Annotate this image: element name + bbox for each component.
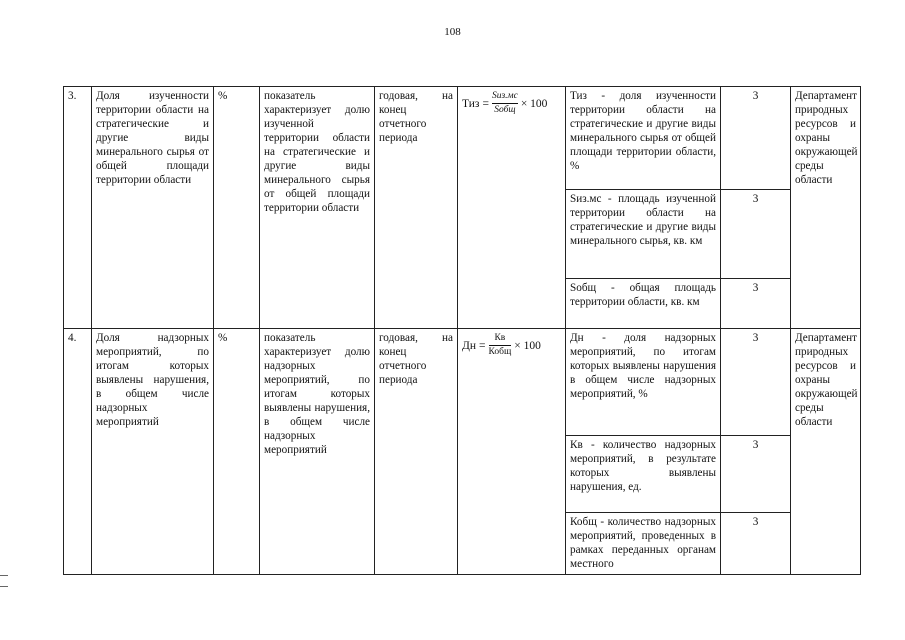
formula-multiplier: × 100	[520, 97, 548, 110]
formula-eq: =	[482, 97, 489, 110]
variable-description: Кв - количество надзорных мероприятий, в результате которых выявлены нарушения, ед.	[566, 436, 721, 513]
method-code: 3	[721, 436, 791, 513]
responsible-department: Департамент природных ресурсов и охраны окружающей среды области	[791, 329, 861, 575]
variable-description: Кобщ - количество надзорных мероприятий, проведенных в рамках переданных органам местного	[566, 513, 721, 575]
variable-description: Sиз.мс - площадь изученной территории области на стратегические и другие виды минерального сырья, кв. км	[566, 190, 721, 279]
table-row	[64, 329, 861, 436]
formula-denominator: Sобщ	[494, 105, 516, 115]
method-code: 3	[721, 87, 791, 190]
variable-description: Sобщ - общая площадь территории области, кв. км	[566, 279, 721, 329]
indicator-definition: показатель характеризует долю изученной территории области на стратегические и другие виды минерального сырья от общей площади территории области	[260, 87, 375, 329]
method-code: 3	[721, 513, 791, 575]
formula	[458, 87, 566, 329]
periodicity: годовая, на конец отчетного периода	[375, 87, 458, 329]
indicator-definition: показатель характеризует долю надзорных мероприятий, по итогам которых выявлены нарушения, в общем числе надзорных мероприятий	[260, 329, 375, 575]
formula-numerator: Кв	[494, 333, 506, 343]
method-code: 3	[721, 279, 791, 329]
table-row	[64, 87, 861, 190]
variable-description: Тиз - доля изученности территории области на стратегические и другие виды минерального сырья от общей площади территории области, %	[566, 87, 721, 190]
formula-numerator: Sиз.мс	[491, 91, 518, 101]
method-code: 3	[721, 190, 791, 279]
method-code: 3	[721, 329, 791, 436]
formula	[458, 329, 566, 575]
variable-description: Дн - доля надзорных мероприятий, по итогам которых выявлены нарушения в общем числе надзорных мероприятий, %	[566, 329, 721, 436]
responsible-department: Департамент природных ресурсов и охраны окружающей среды области	[791, 87, 861, 329]
row-number: 3.	[64, 87, 92, 329]
formula-lhs: Тиз	[462, 97, 480, 110]
scan-edge-mark	[0, 586, 8, 587]
indicator-name: Доля надзорных мероприятий, по итогам которых выявлены нарушения, в общем числе надзорных мероприятий	[92, 329, 214, 575]
formula-multiplier: × 100	[514, 339, 541, 352]
unit: %	[214, 87, 260, 329]
indicator-name: Доля изученности территории области на стратегические и другие виды минерального сырья от общей площади территории области	[92, 87, 214, 329]
scan-edge-mark	[0, 575, 8, 576]
unit: %	[214, 329, 260, 575]
formula-denominator: Кобщ	[488, 347, 512, 357]
periodicity: годовая, на конец отчетного периода	[375, 329, 458, 575]
formula-lhs: Дн	[462, 339, 476, 352]
row-number: 4.	[64, 329, 92, 575]
indicators-table	[63, 86, 861, 575]
page-number: 108	[444, 26, 461, 38]
formula-eq: =	[479, 339, 486, 352]
